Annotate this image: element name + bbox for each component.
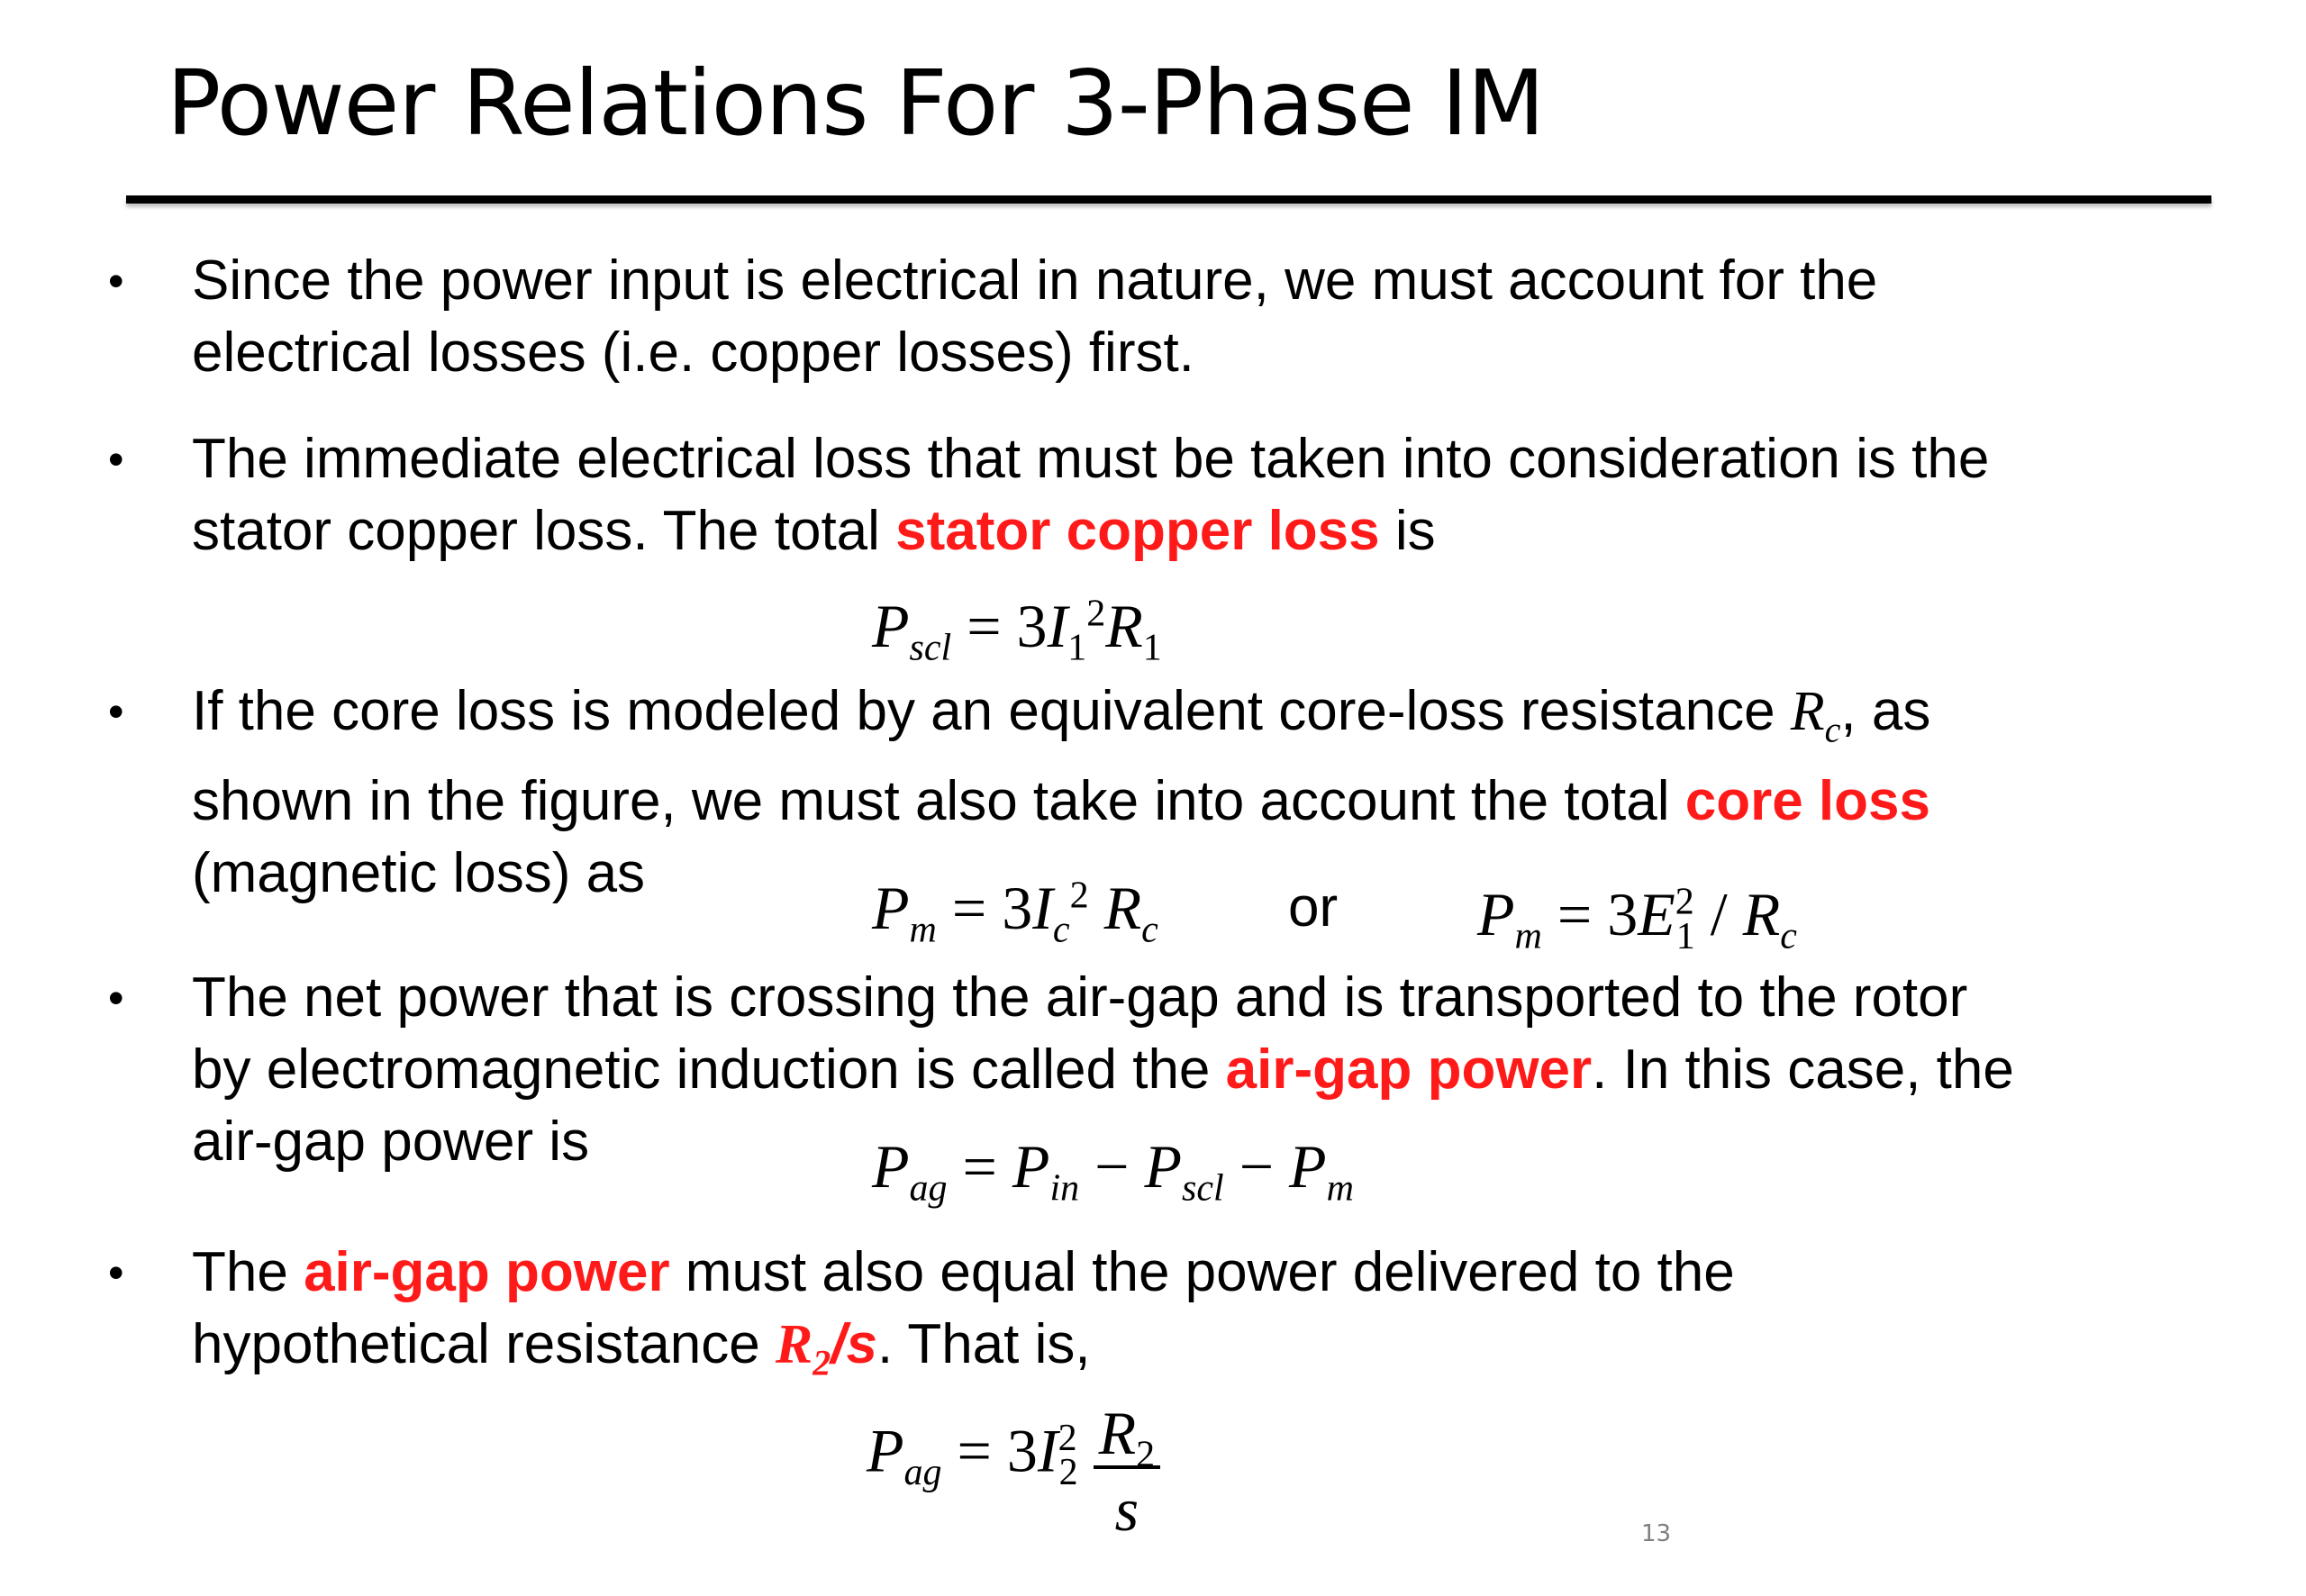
- bullet-4-line-1: The net power that is crossing the air-gap and is transported to the rotor: [192, 966, 1968, 1029]
- bullet-1-line-1: Since the power input is electrical in nature, we must account for the: [192, 249, 1878, 312]
- bullet-2-line-2: [192, 495, 1989, 567]
- bullet-3-line-2: shown in the figure, we must also take into account the total core loss: [192, 770, 1930, 833]
- bullet-4-line-2: by electromagnetic induction is called the air-gap power. In this case, the: [192, 1038, 2014, 1101]
- bullet-4-line-3: air-gap power is: [192, 1111, 590, 1173]
- or-connector: or: [1288, 876, 1339, 939]
- equation-core-loss-current: $P_m = 3I_c^2$ $R_c$: [872, 874, 1158, 951]
- bullet-1-line-2: electrical losses (i.e. copper losses) first.: [192, 322, 1194, 384]
- bullet-2-text: [192, 423, 1989, 567]
- rotor-resistance-term: $R_2/s$: [775, 1313, 877, 1383]
- bullet-3-line-3: (magnetic loss) as: [192, 842, 646, 905]
- bullet-2-line-2-post: is: [1379, 500, 1436, 562]
- bullet-5-line-2: hypothetical resistance $R_2/s$. That is,: [192, 1313, 1091, 1383]
- title-divider: [126, 195, 2211, 204]
- core-loss-resistance-symbol: $R_c$: [1790, 681, 1841, 750]
- bullet-marker: •: [108, 686, 124, 737]
- bullet-5-text: [192, 1237, 1735, 1399]
- bullet-marker: •: [108, 256, 124, 306]
- bullet-marker: •: [108, 973, 124, 1023]
- air-gap-power-highlight: air-gap power: [304, 1241, 670, 1303]
- equation-core-loss-voltage: $P_m = 3E^2_1 / R_c$: [1477, 880, 1797, 957]
- core-loss-highlight: core loss: [1684, 770, 1930, 833]
- bullet-2-line-2-pre: stator copper loss. The total: [192, 500, 896, 562]
- bullet-1-text: [192, 245, 1877, 389]
- bullet-2-line-1: The immediate electrical loss that must be taken into consideration is the: [192, 428, 1990, 490]
- bullet-marker: •: [108, 1247, 124, 1298]
- slide-title: Power Relations For 3-Phase IM: [167, 50, 1545, 156]
- bullet-marker: •: [108, 434, 124, 485]
- bullet-3-line-1: If the core loss is modeled by an equivalent core-loss resistance $R_c$, as: [192, 680, 1931, 750]
- equation-air-gap-power: $P_{ag} = P_{in} - P_{scl} - P_m$: [872, 1132, 1354, 1210]
- equation-air-gap-rotor: $P_{ag} = 3I^2_2$ $\frac{R_2}{s}$: [867, 1383, 1160, 1532]
- page-number: 13: [1641, 1520, 1672, 1547]
- stator-copper-loss-highlight: stator copper loss: [895, 500, 1380, 562]
- bullet-5-line-1: The air-gap power must also equal the power delivered to the: [192, 1241, 1735, 1303]
- equation-stator-copper-loss: $P_{scl} = 3I_1^2R_1$: [872, 592, 1162, 669]
- fraction-r2-over-s: $\frac{R_2}{s}$: [1094, 1401, 1161, 1550]
- air-gap-power-highlight: air-gap power: [1225, 1038, 1593, 1101]
